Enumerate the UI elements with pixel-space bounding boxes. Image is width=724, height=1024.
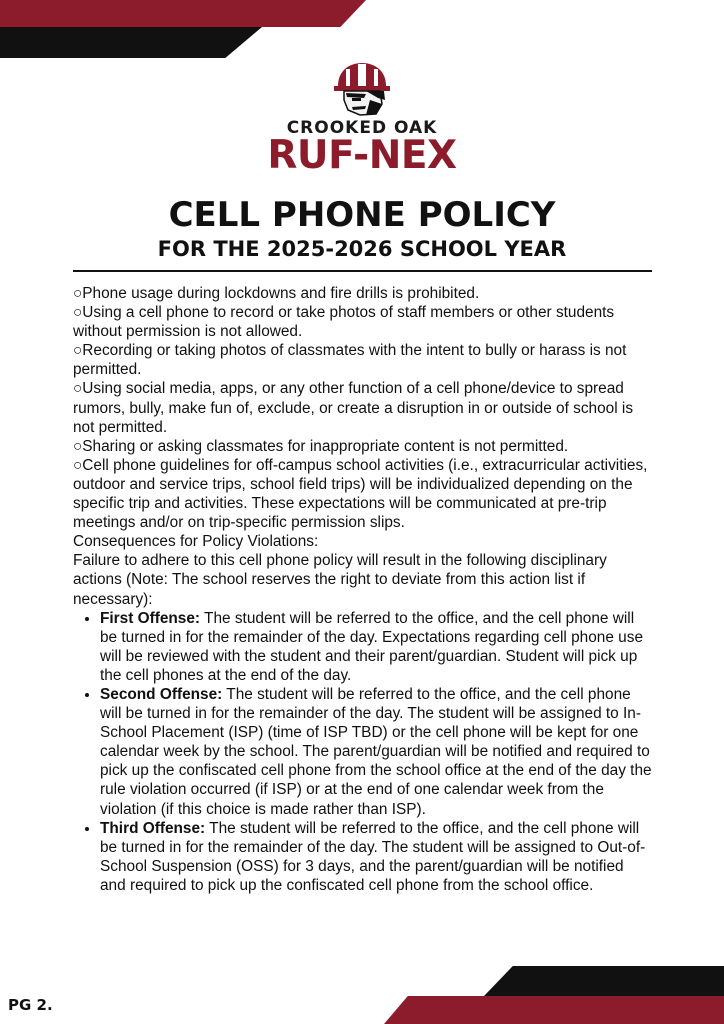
- offense-item: [100, 685, 653, 819]
- rule-item: ○Cell phone guidelines for off-campus school activities (i.e., extracurricular activities, outdoor and service trips, school field trips) will be individualized depending on the specific trip and activities. These expectations will be communicated at pre-trip meetings and/or on trip-specific permission slips.: [73, 456, 648, 532]
- bottom-black-band: [484, 966, 724, 996]
- top-red-band: [0, 0, 366, 27]
- offense-text: The student will be referred to the office, and the cell phone will be turned in for the remainder of the day. The student will be assigned to Out-of-School Suspension (OSS) for 3 days, and the parent/guardian will be notified and required to pick up the confiscated cell phone from the school office.: [100, 819, 646, 894]
- offense-item: [100, 609, 653, 685]
- rule-item: ○Sharing or asking classmates for inappropriate content is not permitted.: [73, 437, 569, 455]
- offense-text: The student will be referred to the office, and the cell phone will be turned in for the remainder of the day. Expectations regarding cell phone use will be reviewed with the student and their parent/guardian. Student will pick up the cell phones at the end of the day.: [100, 609, 644, 684]
- page-number: PG 2.: [8, 996, 53, 1014]
- page-subtitle: FOR THE 2025-2026 SCHOOL YEAR: [157, 237, 567, 261]
- rule-item: ○Recording or taking photos of classmates with the intent to bully or harass is not permitted.: [73, 342, 627, 379]
- offense-label: Second Offense:: [100, 685, 223, 703]
- school-name: CROOKED OAK: [286, 118, 438, 138]
- rule-item: ○Using a cell phone to record or take photos of staff members or other students without permission is not allowed.: [73, 304, 615, 341]
- page-title: CELL PHONE POLICY: [168, 195, 556, 235]
- offense-list: [73, 609, 653, 895]
- policy-content: [73, 284, 653, 895]
- offense-label: Third Offense:: [100, 819, 206, 837]
- top-black-band: [0, 27, 262, 58]
- hard-hat-mascot-icon: [332, 60, 392, 118]
- consequences-heading: Consequences for Policy Violations:: [73, 533, 319, 551]
- consequences-intro: Failure to adhere to this cell phone policy will result in the following disciplinary actions (Note: The school reserves the right to deviate from this action list if necessary):: [73, 552, 607, 608]
- rule-item: ○Using social media, apps, or any other function of a cell phone/device to spread rumors, bully, make fun of, exclude, or create a disruption in or outside of school is not permitted.: [73, 380, 634, 436]
- bottom-red-band: [384, 996, 724, 1024]
- offense-label: First Offense:: [100, 609, 201, 627]
- offense-item: [100, 819, 653, 895]
- rule-item: ○Phone usage during lockdowns and fire drills is prohibited.: [73, 285, 480, 302]
- offense-text: The student will be referred to the office, and the cell phone will be turned in for the remainder of the day. The student will be assigned to In-School Placement (ISP) (time of ISP TBD) or the cell phone will be kept for one calendar week by the school. The parent/guardian will be notified and required to pick up the confiscated cell phone from the school office at the end of the day the rule violation occurred (if ISP) or at the end of one calendar week from the violation (if this choice is made rather than ISP).: [100, 685, 652, 818]
- title-divider: [73, 270, 652, 272]
- school-logo: [0, 60, 724, 178]
- team-name: RUF-NEX: [267, 133, 457, 178]
